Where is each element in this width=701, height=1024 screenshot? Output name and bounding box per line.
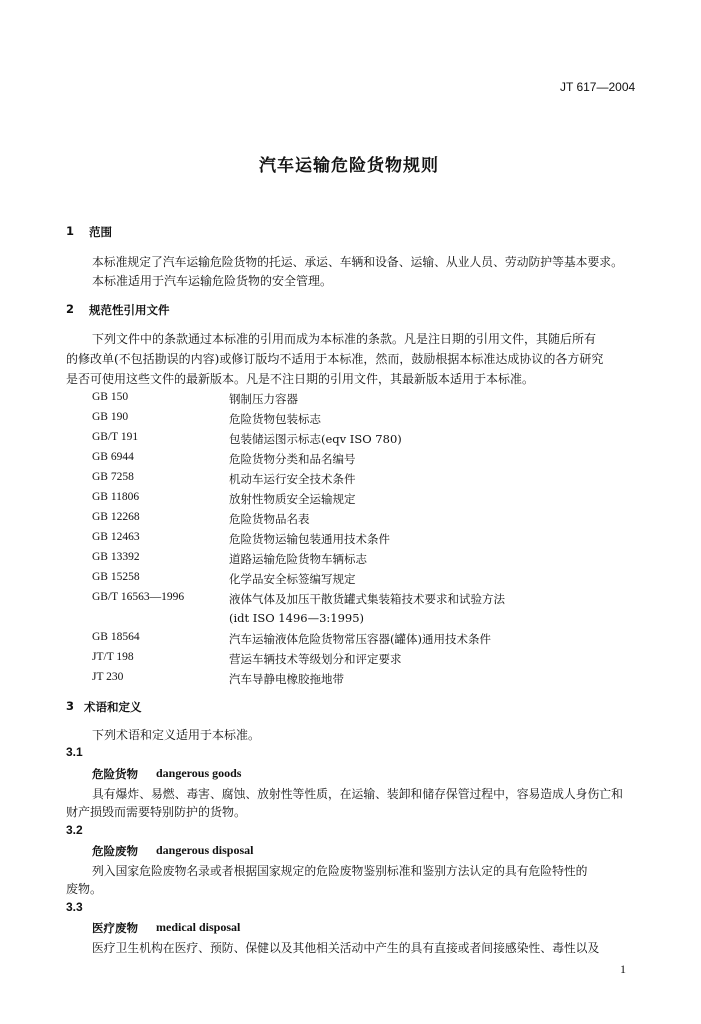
reference-code: GB 6944 — [92, 451, 134, 463]
page-number: 1 — [620, 962, 626, 976]
term-name-zh: 医疗废物 — [92, 921, 138, 935]
reference-code: GB 7258 — [92, 471, 134, 483]
reference-title: 危险货物分类和品名编号 — [229, 452, 356, 466]
section-2-line-1: 下列文件中的条款通过本标准的引用而成为本标准的条款。凡是注日期的引用文件，其随后所有 — [92, 332, 597, 346]
term-name-zh: 危险货物 — [92, 767, 138, 781]
term-definition-line: 废物。 — [66, 882, 103, 896]
section-1-line-2: 本标准适用于汽车运输危险货物的安全管理。 — [92, 274, 333, 288]
reference-code: GB/T 191 — [92, 431, 139, 443]
reference-title: 化学品安全标签编写规定 — [229, 572, 356, 586]
reference-title: 机动车运行安全技术条件 — [229, 472, 356, 486]
reference-title: 汽车导静电橡胶拖地带 — [229, 672, 344, 686]
reference-title: 营运车辆技术等级划分和评定要求 — [229, 652, 402, 666]
reference-code: GB 11806 — [92, 491, 140, 503]
reference-code: GB 12463 — [92, 531, 140, 543]
reference-title: 液体气体及加压干散货罐式集装箱技术要求和试验方法 — [229, 592, 505, 606]
reference-code: GB 12268 — [92, 511, 140, 523]
reference-code: GB/T 16563—1996 — [92, 591, 185, 603]
section-3-heading: 术语和定义 — [84, 700, 142, 714]
document-title: 汽车运输危险货物规则 — [259, 156, 439, 176]
reference-title: 危险货物品名表 — [229, 512, 310, 526]
section-2-number: 2 — [66, 302, 75, 316]
reference-code: JT/T 198 — [92, 651, 134, 663]
reference-code: GB 150 — [92, 391, 129, 403]
term-name-zh: 危险废物 — [92, 844, 138, 858]
reference-title: 危险货物运输包装通用技术条件 — [229, 532, 390, 546]
reference-code: GB 190 — [92, 411, 129, 423]
reference-title: 危险货物包装标志 — [229, 412, 321, 426]
section-2-line-3: 是否可使用这些文件的最新版本。凡是不注日期的引用文件，其最新版本适用于本标准。 — [66, 372, 535, 386]
standard-number: JT 617—2004 — [560, 80, 636, 94]
reference-code: GB 18564 — [92, 631, 140, 643]
reference-title: 包装储运图示标志(eqv ISO 780) — [229, 432, 402, 446]
section-1-number: 1 — [66, 224, 75, 238]
term-number: 3.3 — [66, 900, 83, 914]
reference-code: JT 230 — [92, 671, 124, 683]
section-1-heading: 范围 — [89, 225, 112, 239]
section-1-line-1: 本标准规定了汽车运输危险货物的托运、承运、车辆和设备、运输、从业人员、劳动防护等基本要求。 — [92, 255, 623, 269]
reference-code: GB 15258 — [92, 571, 140, 583]
reference-title: 钢制压力容器 — [229, 392, 298, 406]
reference-title: 放射性物质安全运输规定 — [229, 492, 356, 506]
reference-title: 汽车运输液体危险货物常压容器(罐体)通用技术条件 — [229, 632, 491, 646]
reference-code: GB 13392 — [92, 551, 140, 563]
term-definition-line: 具有爆炸、易燃、毒害、腐蚀、放射性等性质，在运输、装卸和储存保管过程中，容易造成人身伤亡和 — [92, 787, 623, 801]
section-2-heading: 规范性引用文件 — [89, 303, 170, 317]
term-number: 3.2 — [66, 823, 83, 837]
term-definition-line: 财产损毁而需要特别防护的货物。 — [66, 805, 247, 819]
section-3-intro: 下列术语和定义适用于本标准。 — [92, 728, 261, 742]
section-3-number: 3 — [66, 699, 75, 713]
reference-title-continuation: (idt ISO 1496—3:1995) — [229, 611, 365, 625]
term-name-en: medical disposal — [156, 920, 241, 934]
term-definition-line: 列入国家危险废物名录或者根据国家规定的危险废物鉴别标准和鉴别方法认定的具有危险特性的 — [92, 864, 588, 878]
term-name-en: dangerous disposal — [156, 843, 254, 857]
term-definition-line: 医疗卫生机构在医疗、预防、保健以及其他相关活动中产生的具有直接或者间接感染性、毒性以及 — [92, 941, 600, 955]
reference-title: 道路运输危险货物车辆标志 — [229, 552, 367, 566]
term-name-en: dangerous goods — [156, 766, 242, 780]
section-2-line-2: 的修改单(不包括勘误的内容)或修订版均不适用于本标准，然而，鼓励根据本标准达成协议的各方研究 — [66, 352, 604, 366]
term-number: 3.1 — [66, 745, 83, 759]
